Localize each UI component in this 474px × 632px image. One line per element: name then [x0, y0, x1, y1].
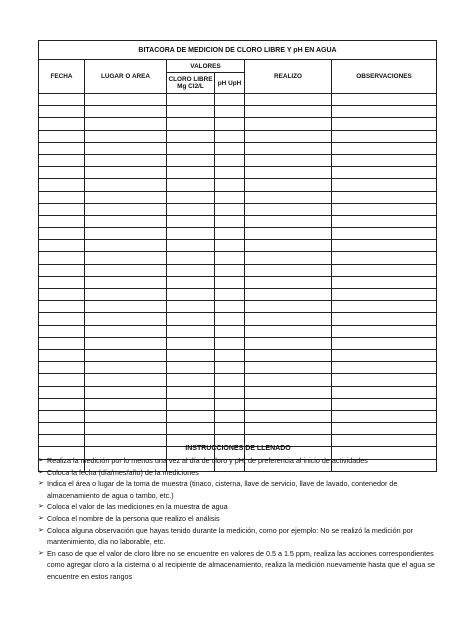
- instruction-item: [38, 548, 438, 583]
- log-cell: [167, 398, 215, 410]
- log-cell: [332, 410, 437, 422]
- log-cell: [215, 276, 245, 288]
- log-cell: [332, 203, 437, 215]
- log-cell: [85, 410, 167, 422]
- log-cell: [39, 106, 85, 118]
- log-cell: [167, 130, 215, 142]
- log-cell: [215, 301, 245, 313]
- log-cell: [215, 203, 245, 215]
- log-cell: [167, 179, 215, 191]
- log-cell: [332, 179, 437, 191]
- log-cell: [215, 313, 245, 325]
- log-cell: [85, 313, 167, 325]
- log-row: [39, 130, 437, 142]
- log-cell: [85, 154, 167, 166]
- log-cell: [215, 130, 245, 142]
- log-cell: [167, 252, 215, 264]
- log-cell: [215, 191, 245, 203]
- log-cell: [167, 301, 215, 313]
- log-cell: [215, 167, 245, 179]
- log-cell: [167, 362, 215, 374]
- log-row: [39, 337, 437, 349]
- log-cell: [167, 142, 215, 154]
- instruction-item: [38, 455, 438, 467]
- log-cell: [39, 252, 85, 264]
- log-cell: [167, 240, 215, 252]
- log-cell: [167, 106, 215, 118]
- log-cell: [332, 167, 437, 179]
- log-cell: [167, 349, 215, 361]
- log-row: [39, 386, 437, 398]
- log-cell: [215, 142, 245, 154]
- log-cell: [39, 130, 85, 142]
- instructions-title: INSTRUCCIONES DE LLENADO: [185, 445, 291, 452]
- log-cell: [245, 423, 332, 435]
- log-cell: [245, 386, 332, 398]
- log-cell: [215, 215, 245, 227]
- log-cell: [39, 276, 85, 288]
- log-cell: [215, 252, 245, 264]
- log-cell: [245, 142, 332, 154]
- log-cell: [85, 191, 167, 203]
- log-cell: [245, 313, 332, 325]
- log-cell: [167, 313, 215, 325]
- log-cell: [245, 337, 332, 349]
- log-cell: [215, 289, 245, 301]
- arrow-bullet-icon: ➢: [38, 468, 44, 476]
- log-cell: [332, 118, 437, 130]
- log-row: [39, 301, 437, 313]
- log-cell: [245, 252, 332, 264]
- log-row: [39, 374, 437, 386]
- log-cell: [85, 398, 167, 410]
- log-cell: [332, 94, 437, 106]
- log-cell: [245, 289, 332, 301]
- log-cell: [39, 337, 85, 349]
- log-cell: [167, 154, 215, 166]
- log-row: [39, 252, 437, 264]
- log-row: [39, 349, 437, 361]
- log-row: [39, 203, 437, 215]
- log-cell: [215, 349, 245, 361]
- log-cell: [39, 362, 85, 374]
- log-cell: [215, 362, 245, 374]
- log-table-body: [39, 94, 437, 472]
- instruction-item: [38, 478, 438, 501]
- log-row: [39, 264, 437, 276]
- log-cell: [85, 130, 167, 142]
- instruction-text: Coloca alguna observación que hayas tenido durante la medición, como por ejemplo: No se realizó la medición por mantenimiento, día no laborable, etc.: [47, 525, 413, 547]
- arrow-bullet-icon: ➢: [38, 526, 44, 534]
- log-cell: [39, 325, 85, 337]
- log-row: [39, 240, 437, 252]
- log-cell: [85, 252, 167, 264]
- log-row: [39, 398, 437, 410]
- log-cell: [245, 374, 332, 386]
- instruction-item: [38, 513, 438, 525]
- log-cell: [39, 349, 85, 361]
- log-cell: [245, 362, 332, 374]
- log-cell: [39, 240, 85, 252]
- log-cell: [39, 142, 85, 154]
- log-cell: [39, 191, 85, 203]
- arrow-bullet-icon: ➢: [38, 503, 44, 511]
- log-cell: [85, 374, 167, 386]
- log-cell: [85, 215, 167, 227]
- log-cell: [39, 386, 85, 398]
- log-cell: [245, 349, 332, 361]
- instructions-list: [38, 455, 438, 583]
- log-row: [39, 167, 437, 179]
- header-cloro-libre-line2: Mg Cl2/L: [177, 83, 204, 90]
- log-cell: [85, 118, 167, 130]
- log-cell: [245, 301, 332, 313]
- instructions-section: [38, 444, 438, 583]
- log-cell: [39, 94, 85, 106]
- header-lugar-o-area: LUGAR O AREA: [85, 60, 167, 94]
- instruction-text: Indica el área o lugar de la toma de muestra (tinaco, cisterna, llave de servicio, llave de lavado, contenedor de almacenamiento de agua o tambo, etc.): [47, 479, 398, 500]
- header-ph: pH UpH: [215, 73, 245, 94]
- log-cell: [332, 252, 437, 264]
- header-valores: VALORES: [167, 60, 245, 73]
- log-cell: [85, 423, 167, 435]
- log-cell: [39, 203, 85, 215]
- log-cell: [215, 228, 245, 240]
- log-cell: [39, 301, 85, 313]
- log-cell: [332, 325, 437, 337]
- log-cell: [39, 410, 85, 422]
- header-cloro-libre: [167, 73, 215, 94]
- log-cell: [85, 228, 167, 240]
- log-cell: [245, 203, 332, 215]
- log-cell: [332, 142, 437, 154]
- log-cell: [215, 179, 245, 191]
- header-cloro-libre-line1: CLORO LIBRE: [168, 76, 213, 83]
- log-cell: [85, 203, 167, 215]
- log-cell: [215, 386, 245, 398]
- log-cell: [332, 106, 437, 118]
- log-cell: [39, 423, 85, 435]
- log-cell: [332, 264, 437, 276]
- log-cell: [332, 374, 437, 386]
- header-realizo: REALIZO: [245, 60, 332, 94]
- log-cell: [85, 301, 167, 313]
- log-row: [39, 94, 437, 106]
- log-row: [39, 142, 437, 154]
- log-cell: [215, 337, 245, 349]
- log-cell: [39, 167, 85, 179]
- log-cell: [39, 313, 85, 325]
- log-cell: [167, 228, 215, 240]
- log-cell: [39, 179, 85, 191]
- log-cell: [215, 264, 245, 276]
- log-cell: [332, 386, 437, 398]
- log-cell: [245, 410, 332, 422]
- log-cell: [85, 276, 167, 288]
- log-cell: [332, 423, 437, 435]
- log-cell: [245, 215, 332, 227]
- log-cell: [332, 191, 437, 203]
- log-cell: [245, 94, 332, 106]
- log-row: [39, 423, 437, 435]
- log-cell: [167, 167, 215, 179]
- log-cell: [245, 228, 332, 240]
- log-cell: [332, 154, 437, 166]
- log-cell: [215, 398, 245, 410]
- log-row: [39, 179, 437, 191]
- log-cell: [167, 94, 215, 106]
- arrow-bullet-icon: ➢: [38, 514, 44, 522]
- log-cell: [39, 264, 85, 276]
- log-row: [39, 154, 437, 166]
- log-cell: [332, 215, 437, 227]
- log-cell: [215, 410, 245, 422]
- log-cell: [39, 398, 85, 410]
- log-cell: [215, 94, 245, 106]
- log-row: [39, 228, 437, 240]
- log-row: [39, 106, 437, 118]
- log-cell: [167, 337, 215, 349]
- log-cell: [167, 374, 215, 386]
- log-cell: [245, 130, 332, 142]
- log-cell: [215, 325, 245, 337]
- log-cell: [215, 374, 245, 386]
- log-cell: [332, 228, 437, 240]
- log-row: [39, 191, 437, 203]
- log-cell: [167, 191, 215, 203]
- log-cell: [167, 386, 215, 398]
- log-cell: [245, 398, 332, 410]
- log-cell: [215, 423, 245, 435]
- log-cell: [215, 154, 245, 166]
- instruction-text: Coloca la fecha (día/mes/año) de la mediciones: [47, 467, 199, 477]
- instruction-item: [38, 467, 438, 479]
- log-cell: [85, 167, 167, 179]
- log-cell: [167, 325, 215, 337]
- log-cell: [215, 118, 245, 130]
- instruction-text: Coloca el valor de las mediciones en la muestra de agua: [47, 502, 228, 512]
- log-cell: [332, 130, 437, 142]
- instruction-text: Realiza la medición por lo menos una vez al día de cloro y pH, de preferencia al inicio de actividades: [47, 456, 368, 465]
- log-cell: [215, 240, 245, 252]
- arrow-bullet-icon: ➢: [38, 549, 44, 557]
- log-cell: [39, 374, 85, 386]
- arrow-bullet-icon: ➢: [38, 480, 44, 488]
- log-cell: [167, 215, 215, 227]
- document-title: BITACORA DE MEDICION DE CLORO LIBRE Y pH EN AGUA: [39, 41, 437, 60]
- log-cell: [332, 289, 437, 301]
- log-cell: [85, 386, 167, 398]
- log-row: [39, 276, 437, 288]
- log-cell: [85, 240, 167, 252]
- log-cell: [245, 191, 332, 203]
- instruction-item: [38, 501, 438, 513]
- log-cell: [39, 118, 85, 130]
- log-row: [39, 313, 437, 325]
- log-cell: [167, 410, 215, 422]
- log-row: [39, 215, 437, 227]
- log-cell: [167, 203, 215, 215]
- log-row: [39, 410, 437, 422]
- log-cell: [245, 118, 332, 130]
- log-row: [39, 325, 437, 337]
- log-cell: [245, 264, 332, 276]
- log-cell: [332, 362, 437, 374]
- log-cell: [245, 179, 332, 191]
- header-observaciones: OBSERVACIONES: [332, 60, 437, 94]
- instruction-text: Coloca el nombre de la persona que realizo el análisis: [47, 513, 220, 523]
- log-cell: [332, 398, 437, 410]
- log-cell: [332, 301, 437, 313]
- arrow-bullet-icon: ➢: [38, 457, 44, 464]
- log-cell: [85, 106, 167, 118]
- log-cell: [167, 264, 215, 276]
- log-cell: [85, 289, 167, 301]
- log-cell: [85, 337, 167, 349]
- log-cell: [167, 118, 215, 130]
- log-cell: [85, 142, 167, 154]
- log-table: [38, 40, 437, 472]
- log-cell: [85, 325, 167, 337]
- log-cell: [167, 423, 215, 435]
- log-cell: [85, 264, 167, 276]
- log-cell: [39, 289, 85, 301]
- log-cell: [245, 154, 332, 166]
- log-cell: [332, 276, 437, 288]
- instruction-text: En caso de que el valor de cloro libre no se encuentre en valores de 0.5 a 1.5 ppm, realiza las acciones correspondientes como agregar cloro a la cisterna o al recipiente de almacenamiento, realiza la medición nuevamente hasta que el agua se encuentre en estos rangos: [47, 548, 435, 581]
- log-cell: [39, 154, 85, 166]
- log-row: [39, 289, 437, 301]
- log-row: [39, 362, 437, 374]
- log-cell: [39, 228, 85, 240]
- log-cell: [215, 106, 245, 118]
- log-cell: [332, 313, 437, 325]
- log-cell: [85, 349, 167, 361]
- log-cell: [332, 240, 437, 252]
- log-cell: [167, 276, 215, 288]
- header-fecha: FECHA: [39, 60, 85, 94]
- log-cell: [332, 349, 437, 361]
- log-cell: [245, 276, 332, 288]
- log-cell: [85, 179, 167, 191]
- log-cell: [332, 337, 437, 349]
- instruction-item: [38, 525, 438, 548]
- log-cell: [245, 167, 332, 179]
- log-cell: [245, 240, 332, 252]
- log-cell: [245, 325, 332, 337]
- log-cell: [245, 106, 332, 118]
- log-cell: [39, 215, 85, 227]
- log-cell: [85, 94, 167, 106]
- log-row: [39, 118, 437, 130]
- log-cell: [85, 362, 167, 374]
- log-cell: [167, 289, 215, 301]
